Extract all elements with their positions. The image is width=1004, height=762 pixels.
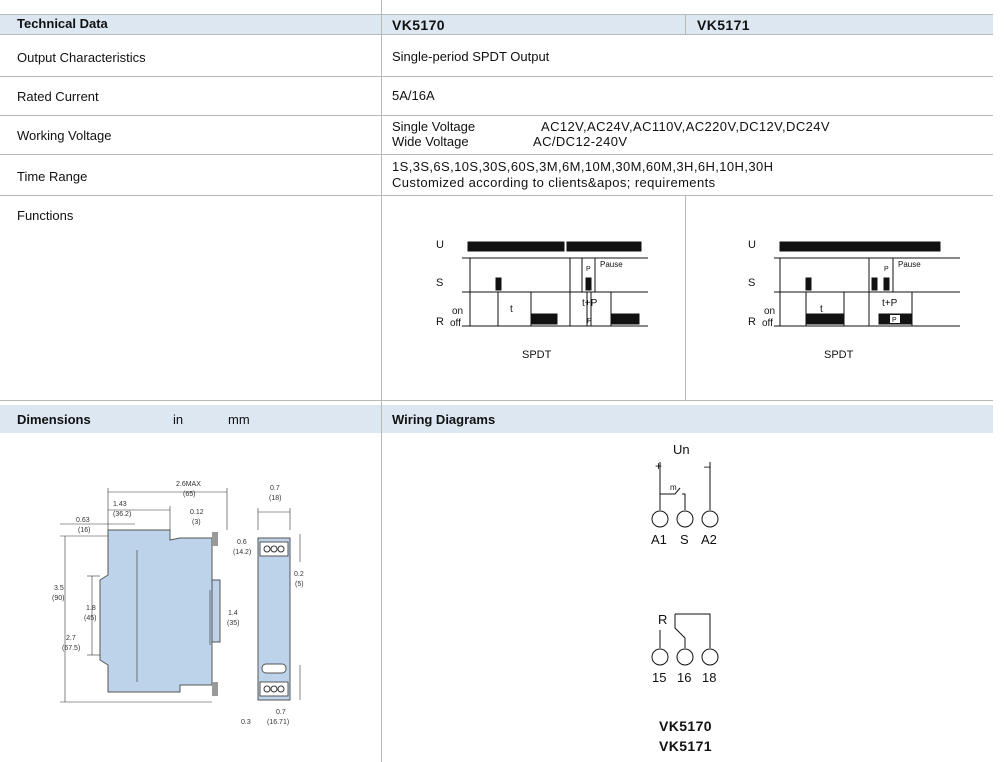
svg-text:(5): (5) [295, 581, 304, 588]
rated-current-value: 5A/16A [392, 88, 435, 103]
svg-text:(16.71): (16.71) [267, 719, 290, 726]
terminal-a1 [652, 511, 668, 527]
functions-label: Functions [17, 208, 74, 223]
device-front-window [262, 664, 286, 673]
technical-data-header [0, 14, 993, 34]
svg-text:(35): (35) [227, 620, 240, 627]
un-label: Un [673, 442, 690, 457]
signal-r-label: R [748, 316, 756, 328]
tp-label: t+P [882, 298, 898, 309]
device-side-clip [212, 580, 220, 642]
svg-text:0.7: 0.7 [270, 485, 280, 492]
terminal-18-label: 18 [702, 670, 717, 685]
s-pulse [884, 278, 889, 290]
timing-diagram-vk5171 [742, 230, 972, 370]
terminal-16-label: 16 [677, 670, 692, 685]
signal-s-label: S [436, 277, 444, 289]
model-vk5170-header: VK5170 [392, 17, 445, 33]
time-range-label: Time Range [17, 169, 88, 184]
terminal-a2 [702, 511, 718, 527]
svg-text:(67.5): (67.5) [62, 645, 81, 652]
time-range-values: 1S,3S,6S,10S,30S,60S,3M,6M,10M,30M,60M,3H,6H,10H,30H [392, 159, 774, 174]
dimensions-header [0, 405, 993, 433]
time-range-note: Customized according to clients&apos; requirements [392, 175, 716, 190]
u-pulse [567, 242, 641, 251]
terminal-18 [702, 649, 718, 665]
terminal-15-label: 15 [652, 670, 667, 685]
spdt-caption: SPDT [522, 349, 552, 361]
svg-text:1.4: 1.4 [228, 610, 238, 617]
svg-text:0.2: 0.2 [294, 571, 304, 578]
s-pulse [806, 278, 811, 290]
r-p-label: P [587, 318, 592, 325]
terminal-s-label: S [680, 532, 689, 547]
m-label: m [670, 483, 677, 492]
wiring-diagrams-title: Wiring Diagrams [392, 412, 496, 427]
svg-text:(45): (45) [84, 615, 97, 622]
signal-u-label: U [436, 239, 444, 251]
device-side-terminal-top [212, 532, 218, 546]
column-divider [381, 0, 382, 762]
pause-label: Pause [898, 260, 921, 269]
svg-text:0.12: 0.12 [190, 509, 204, 516]
dimensions-title: Dimensions [17, 412, 91, 427]
s-pulse [872, 278, 877, 290]
pause-p-label: P [586, 266, 591, 273]
working-voltage-label: Working Voltage [17, 128, 112, 143]
svg-text:0.63: 0.63 [76, 517, 90, 524]
u-pulse [780, 242, 940, 251]
device-front-body [258, 538, 290, 700]
s-pulse [496, 278, 501, 290]
svg-text:(18): (18) [269, 495, 282, 502]
spdt-caption: SPDT [824, 349, 854, 361]
row-divider [0, 14, 993, 15]
timing-diagram-vk5170 [430, 230, 660, 370]
output-characteristics-value: Single-period SPDT Output [392, 49, 550, 64]
t-label: t [820, 304, 823, 315]
column-divider [381, 405, 382, 433]
row-divider [0, 76, 993, 77]
row-divider [0, 34, 993, 35]
svg-text:1.8: 1.8 [86, 605, 96, 612]
rated-current-label: Rated Current [17, 89, 99, 104]
r-pulse [531, 314, 557, 324]
terminal-a1-label: A1 [651, 532, 667, 547]
wide-voltage-value: AC/DC12-240V [533, 134, 628, 149]
row-divider [0, 154, 993, 155]
device-side-body [100, 530, 212, 692]
signal-off-label: off [450, 318, 461, 329]
row-divider [0, 115, 993, 116]
svg-text:1.43: 1.43 [113, 501, 127, 508]
signal-r-label: R [436, 316, 444, 328]
dimensions-unit: mm [228, 412, 250, 427]
relay-r-label: R [658, 612, 668, 627]
single-voltage-value: AC12V,AC24V,AC110V,AC220V,DC12V,DC24V [541, 119, 830, 134]
dimensions-unit-prefix: in [173, 412, 184, 427]
terminal-a2-label: A2 [701, 532, 717, 547]
row-divider [0, 400, 993, 401]
wiring-diagram [630, 440, 760, 760]
s-pulse [586, 278, 591, 290]
svg-text:(16): (16) [78, 527, 91, 534]
model-vk5171-header: VK5171 [697, 17, 750, 33]
r-pulse [611, 314, 639, 324]
terminal-s [677, 511, 693, 527]
svg-text:0.3: 0.3 [241, 719, 251, 726]
r-p-label: P [892, 317, 897, 324]
svg-text:(65): (65) [183, 491, 196, 498]
pause-p-label: P [884, 266, 889, 273]
svg-text:(36.2): (36.2) [113, 511, 132, 518]
pause-label: Pause [600, 260, 623, 269]
svg-text:(14.2): (14.2) [233, 549, 252, 556]
output-characteristics-label: Output Characteristics [17, 50, 146, 65]
svg-text:3.5: 3.5 [54, 585, 64, 592]
minus-sign: – [704, 459, 711, 473]
dimension-drawing [40, 470, 340, 740]
plus-sign: + [655, 459, 663, 473]
signal-off-label: off [762, 318, 773, 329]
svg-text:2.6MAX: 2.6MAX [176, 481, 201, 488]
svg-text:0.6: 0.6 [237, 539, 247, 546]
signal-s-label: S [748, 277, 756, 289]
svg-text:0.7: 0.7 [276, 709, 286, 716]
signal-u-label: U [748, 239, 756, 251]
u-pulse [468, 242, 564, 251]
terminal-15 [652, 649, 668, 665]
technical-data-title: Technical Data [17, 16, 108, 31]
t-label: t [510, 304, 513, 315]
column-divider [685, 195, 686, 400]
wiring-model-vk5170: VK5170 [659, 718, 712, 734]
single-voltage-label: Single Voltage [392, 119, 476, 134]
wide-voltage-label: Wide Voltage [392, 134, 469, 149]
signal-on-label: on [452, 306, 464, 317]
svg-text:2.7: 2.7 [66, 635, 76, 642]
tp-label: t+P [582, 298, 598, 309]
svg-text:(3): (3) [192, 519, 201, 526]
row-divider [0, 195, 993, 196]
signal-on-label: on [764, 306, 776, 317]
device-side-terminal-bottom [212, 682, 218, 696]
terminal-16 [677, 649, 693, 665]
svg-text:(90): (90) [52, 595, 65, 602]
column-divider [685, 14, 686, 34]
r-pulse [806, 314, 844, 324]
wiring-model-vk5171: VK5171 [659, 738, 712, 754]
